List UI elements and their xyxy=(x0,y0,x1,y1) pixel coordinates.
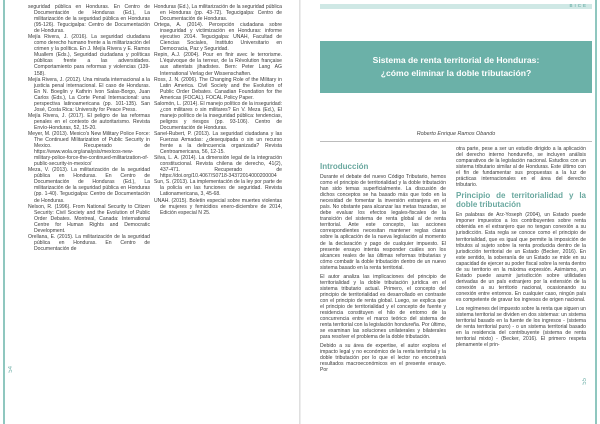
body-column-2 xyxy=(456,146,586,351)
left-page-number: 54 xyxy=(8,366,14,373)
reference-entry: Honduras (Ed.), La militarización de la seguridad pública en Honduras (pp. 43-72). Tegucigalpa: Centro de Documentación de Honduras. xyxy=(154,4,282,23)
right-page-number: 55 xyxy=(582,378,588,385)
reference-entry: Meza, V. (2013). La militarización de la seguridad pública en Honduras. En Centro de Documentación de Honduras (Ed.), La militarización de la seguridad pública en Honduras (pp. 1-40). Tegucigalpa: Centro de Documentación de Honduras. xyxy=(28,167,150,204)
section-heading-territorialidad: Principio de territorialidad y la doble tributación xyxy=(456,191,586,210)
article-title-line-2: ¿cómo eliminar la doble tributación? xyxy=(380,68,532,78)
body-paragraph: Durante el debate del nuevo Código Tributario, hemos como el principio de territorialidad y la doble tributación han sido temas superficialmente. La discusión de dichos conceptos se ha basado más que todo en la necesidad de fomentar la inversión extranjera en el país. No obstante para alcanzar las metas trazadas, se debe evaluar los efectos legales-fiscales de la transición del sistema de renta global al de renta territorial. Ante este concepto, las acciones correspondientes necesitan mantener reglas claras sobre la aplicación de la nueva legislación al momento de la declaración y pago de cualquier impuesto. El presente ensayo intenta responder cuáles son los alcances reales de las últimas reformas tributarias y cómo combatir la doble tributación dentro de un nuevo sistema basado en la renta territorial. xyxy=(320,174,446,271)
reference-entry: Salomón, L. (2014). El manejo político de la inseguridad: ¿con militares o sin militares? En V. Meza (Ed.), El manejo político de la inseguridad pública: tendencias, peligros y riesgos (pp. 93-106). Centro de Documentación de Honduras. xyxy=(154,100,282,131)
reference-entry: Repin, A.J. (2004). Pour en finir avec le terrorisme. L'équivoque de la terreur, de la Révolution française aux attentats jihadistes. Bern: Peter Lang AG International Verlag der Wissenschaften. xyxy=(154,52,282,77)
references-column-1 xyxy=(28,4,150,252)
body-paragraph: En palabras de Arz-Yoseph (2004), un Estado puede imponer impuestos a los contribuyentes sobre renta obtenida en el extranjero que no tengan conexión a su jurisdicción. Esta regla se conoce como el principio de territorialidad, que es igual que permite la imposición de tributos al sujeto sobre la renta producida dentro de la jurisdicción territorial de un Estado (Becker, 2016). En este sentido, la soberanía de un Estado se mide en su capacidad de ejercer su poder fiscal sobre la renta dentro de su territorio en la máxima expresión. Asimismo, un Estado puede asumir jurisdicción sobre utilidades derivadas de un país extranjero por la extensión de la conexión a su territorio nacional, ocasionando su conexión entre entornos. En cualquier caso, ningún país es competente de gravar los ingresos de origen nacional. xyxy=(456,212,586,303)
header-label: BICE xyxy=(569,3,588,8)
body-paragraph: Los regímenes del impuesto sobre la renta que siguen un sistema territorial se dividen en dos sistemas: un sistema territorial basado en la fuente de los ingresos - (sistema de renta territorial puro) - o un sistema territorial basado en la residencia del contribuyente (sistema de renta territorial mixto) - (Becker, 2016). El primero respeta plenamente el prin- xyxy=(456,306,586,349)
reference-entry: Ross, J. N. (2006). The Changing Role of the Military in Latin America. Civil Society and the Evolution of Public Order Debates. Canadian Foundation for the Americas (FOCAL). FOCAL Policy Paper. xyxy=(154,76,282,101)
reference-entry: Sun, S. (2013). La implementación de la ley por parte de la policía en las funciones de seguridad. Revista Lationamericana, 3, 45-68. xyxy=(154,179,282,198)
article-title-line-1: Sistema de renta territorial de Honduras: xyxy=(372,55,540,65)
reference-entry: Mejía Rivera, J. (2017). El peligro de las reformas penales en el contexto de autoritarismo. Revista Envío-Honduras, 52, 15-20. xyxy=(28,112,150,131)
right-page-edge-rule xyxy=(595,0,597,424)
reference-entry: seguridad pública en Honduras. En Centro de Documentación de Honduras (Ed.), La militarización de la seguridad pública en Honduras (95-126). Tegucigalpa: Centro de Documentación de Honduras. xyxy=(28,4,150,35)
header-bar xyxy=(320,4,592,9)
reference-entry: Nelson, R. (1996). From National Security to Citizen Security: Civil Society and the Evolution of Public Order Debates. Montreal, Canada: International Centre for Human Rights and Democratic Development. xyxy=(28,203,150,234)
reference-entry: Sanel-Rubert, P. (2013). La seguridad ciudadana y las Fuerzas Armadas: ¿desequipada o sin un recurso frente a la delincuencia organizada? Revista Centroamericana, 56, 12-15. xyxy=(154,130,282,156)
reference-entry: Silva, L. A. (2014). La dimensión legal de la integración constitucional. Revista chilena de derecho, 41(2), 437-471. Recuperado de https://doi.org/10.4067/S0718-34372014000200004 xyxy=(154,155,282,180)
body-column-1 xyxy=(320,162,446,377)
left-page xyxy=(0,0,299,424)
section-heading-introduccion: Introducción xyxy=(320,162,369,171)
right-page xyxy=(301,0,600,424)
body-paragraph: Debido a su área de expertise, el autor explora el impacto legal y no económico de la renta territorial y la doble tributación por lo que el lector no encontrará resultados macroeconómicos en el presente ensayo. Por xyxy=(320,343,446,374)
reference-entry: Ortega, A. (2014). Percepción ciudadana sobre inseguridad y victimización en Honduras: informe ejecutivo 2014. Tegucigalpa: UNAH, Facultad de Ciencias Sociales, Instituto Universitario en Democracia, Paz y Seguridad. xyxy=(154,22,282,53)
left-page-edge-rule xyxy=(3,0,5,424)
title-separator xyxy=(320,141,592,142)
reference-entry: Orellana, E. (2015). La militarización de la seguridad pública en Honduras. En Centro de Documentación de xyxy=(28,233,150,252)
body-paragraph: El autor analiza las implicaciones del principio de territorialidad y la doble tributación jurídica en el sistema tributario actual. Primero, el concepto del principio de territorialidad es desarrollado en contraste con el principio de renta global. Luego, se explica que el principio de territorialidad y el concepto de fuente y residencia constituyen el hilo de entorno de la concurrencia entre el marco teórico del sistema de renta territorial con la legislación hondureña. Por último, se examinan las soluciones unilaterales y bilaterales para resolver el problema de la doble tributación. xyxy=(320,273,446,341)
article-author: Roberto Enrique Ramos Obando xyxy=(416,131,496,137)
reference-entry: Meyer, M. (2013). Mexico's New Military Police Force: The Continued Militarization of Public Security in Mexico. Recuperado de https://www.wola.org/analysis/mexicos-new-military-police-force-the-continued-militarization-of-public-security-in-mexico/ xyxy=(28,130,150,168)
body-paragraph: otra parte, pese a ser un estudio dirigido a la aplicación del derecho interno hondureño, se incluyen análisis comparativos de la legislación nacional. Estudios con un sistema tributario similar al de Honduras. Este último con el fin de fundamentar sus propuestas a la luz de prácticas internacionales en el área del derecho tributario. xyxy=(456,146,586,189)
article-title-box xyxy=(320,41,592,93)
reference-entry: UNAH. (2015). Boletín especial sobre muertes violentas de mujeres y femicidios enero-diciembre de 2014, Edición especial N 25. xyxy=(154,197,282,216)
references-column-2 xyxy=(154,4,282,216)
reference-entry: Mejía Rivera, J. (2016). La seguridad ciudadana como derecho humano frente a la militarización del crimen y la política. En J. Mejía Rivera y E. Ramos Muallem (Eds.), Seguridad ciudadana y políticas públicas frente a las adversidades. Comportamiento para reformas y violencias (139-158). xyxy=(28,34,150,77)
reference-entry: Mejía Rivera, J. (2012). Una mirada internacional a la justicia penal internacional. El caso de Honduras. En N. Boeglin y Kathrin Ivon Salas-Borgo, Juan Carlos (Eds.), La Corte Penal Internacional: una perspectiva latinoamericana (pp. 101-135). San José, Costa Rica: University for Peace Press. xyxy=(28,76,150,113)
